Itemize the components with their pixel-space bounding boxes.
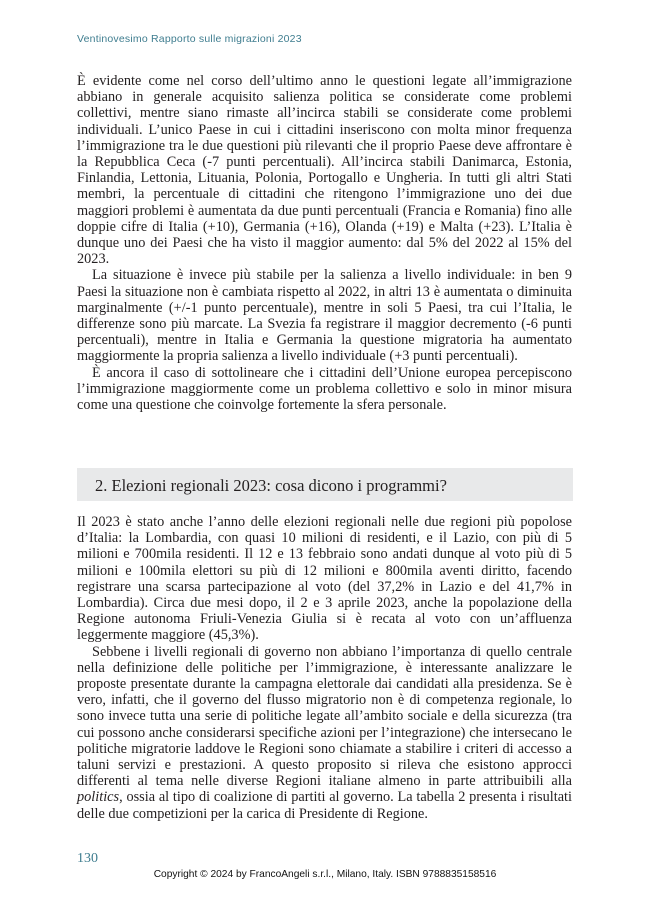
paragraph-text: Sebbene i livelli regionali di governo non abbiano l’importanza di quello centrale nella definizione delle politiche per l’immigrazione, è interessante analizzare le proposte presentate durante la campagna elettorale dai candidati alla presidenza. Se è vero, infatti, che il governo del flusso migratorio non è di competenza regionale, lo sono invece tutta una serie di politiche legate all’ambito sociale e della sicurezza (tra cui possono anche considerarsi specifiche azioni per l’integrazione) che intersecano le politiche migratorie laddove le Regioni sono chiamate a stabilire i criteri di accesso a taluni servizi e prestazioni. A questo proposito si rileva che esistono approcci differenti al tema nelle diverse Regioni italiane almeno in parte attribuibili alla	[77, 643, 572, 790]
paragraph-text: , ossia al tipo di coalizione di partiti al governo. La tabella 2 presenta i risultati delle due competizioni per la carica di Presidente di Regione.	[77, 789, 572, 822]
section-1-text	[77, 73, 572, 413]
page-number: 130	[77, 851, 98, 866]
paragraph	[77, 644, 572, 822]
running-header: Ventinovesimo Rapporto sulle migrazioni 2023	[77, 33, 302, 45]
section-heading: 2. Elezioni regionali 2023: cosa dicono i programmi?	[95, 476, 447, 495]
section-2-text	[77, 514, 572, 822]
paragraph: La situazione è invece più stabile per la salienza a livello individuale: in ben 9 Paesi la situazione non è cambiata rispetto al 2022, in altri 13 è aumentata o diminuita marginalmente (+/-1 punto percentuale), mentre in soli 5 Paesi, tra cui l’Italia, le differenze sono più marcate. La Svezia fa registrare il maggior decremento (-6 punti percentuali), mentre in Italia e Germania la questione migratoria ha aumentato maggiormente la propria salienza a livello individuale (+3 punti percentuali).	[77, 267, 572, 365]
section-heading-band	[77, 468, 573, 501]
paragraph: È ancora il caso di sottolineare che i cittadini dell’Unione europea percepiscono l’immigrazione maggiormente come un problema collettivo e solo in minor misura come una questione che coinvolge fortemente la sfera personale.	[77, 364, 572, 414]
italic-term: politics	[77, 789, 120, 806]
paragraph: Il 2023 è stato anche l’anno delle elezioni regionali nelle due regioni più popolose d’Italia: la Lombardia, con quasi 10 milioni di residenti, e il Lazio, con più di 5 milioni e 700mila residenti. Il 12 e 13 febbraio sono andati dunque al voto più di 5 milioni e 100mila elettori su più di 12 milioni e 800mila aventi diritto, facendo registrare una scarsa partecipazione al voto (del 37,2% in Lazio e del 41,7% in Lombardia). Circa due mesi dopo, il 2 e 3 aprile 2023, anche la popolazione della Regione autonoma Friuli-Venezia Giulia si è recata al voto con un’affluenza leggermente maggiore (45,3%).	[77, 514, 572, 644]
copyright-notice: Copyright © 2024 by FrancoAngeli s.r.l., Milano, Italy. ISBN 9788835158516	[153, 869, 497, 880]
paragraph: È evidente come nel corso dell’ultimo anno le questioni legate all’immigrazione abbiano in generale acquisito salienza politica se considerate come problemi collettivi, mentre siano rimaste all’incirca stabili se considerate come problemi individuali. L’unico Paese in cui i cittadini inseriscono con molta minor frequenza l’immigrazione tra le due questioni più rilevanti che il proprio Paese deve affrontare è la Repubblica Ceca (-7 punti percentuali). All’incirca stabili Danimarca, Estonia, Finlandia, Lettonia, Lituania, Polonia, Portogallo e Ungheria. In tutti gli altri Stati membri, la percentuale di cittadini che ritengono l’immigrazione uno dei due maggiori problemi è aumentata da due punti percentuali (Francia e Romania) fino alle doppie cifre di Italia (+10), Germania (+16), Olanda (+19) e Malta (+23). L’Italia è dunque uno dei Paesi che ha visto il maggior aumento: dal 5% del 2022 al 15% del 2023.	[77, 73, 572, 268]
